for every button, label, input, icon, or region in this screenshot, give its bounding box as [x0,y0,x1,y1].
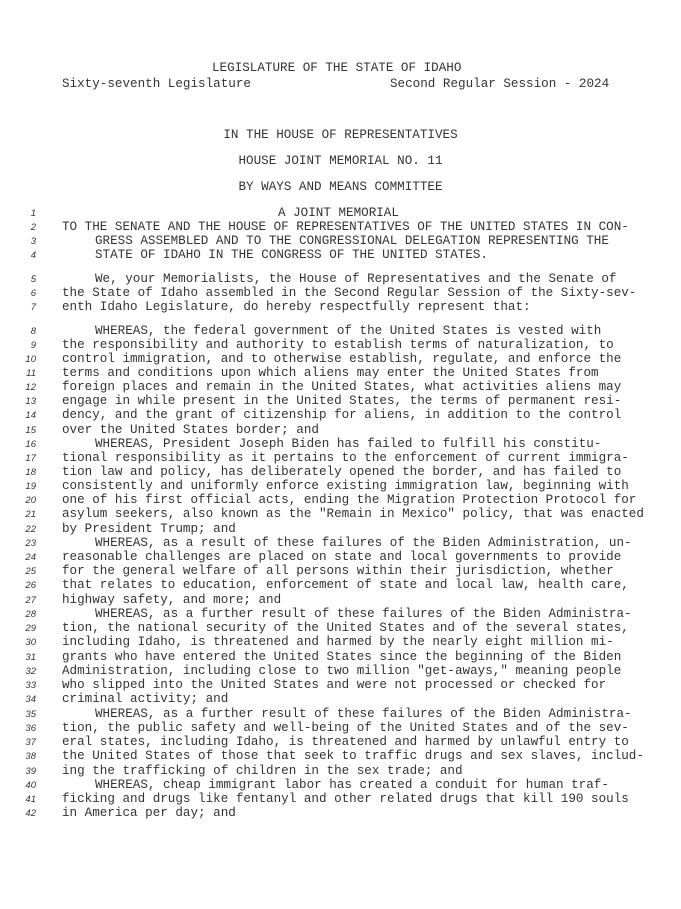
text-line: one of his first official acts, ending the Migration Protection Protocol for [62,493,637,507]
line-number: 25 [25,566,36,577]
text-line: control immigration, and to otherwise establish, regulate, and enforce the [62,352,622,366]
text-line: STATE OF IDAHO IN THE CONGRESS OF THE UNITED STATES. [95,248,488,262]
line-number: 38 [25,751,36,762]
line-number: 1 [30,208,36,219]
session-label: Second Regular Session - 2024 [390,77,610,91]
line-number: 9 [30,340,36,351]
text-line: ficking and drugs like fentanyl and other related drugs that kill 190 souls [62,792,629,806]
text-line: dency, and the grant of citizenship for aliens, in addition to the control [62,408,622,422]
text-line: the United States of those that seek to traffic drugs and sex slaves, includ- [62,749,644,763]
line-number: 17 [25,453,36,464]
legislature-title: LEGISLATURE OF THE STATE OF IDAHO [212,61,462,75]
line-number: 13 [25,396,36,407]
line-number: 27 [25,595,36,606]
line-number: 20 [25,495,36,506]
text-line: ing the trafficking of children in the sex trade; and [62,764,463,778]
text-line: eral states, including Idaho, is threatened and harmed by unlawful entry to [62,735,629,749]
line-number: 2 [30,222,36,233]
line-number: 30 [25,637,36,648]
text-line: tion, the national security of the United States and of the several states, [62,621,629,635]
line-number: 33 [25,680,36,691]
text-line: engage in while present in the United States, the terms of permanent resi- [62,394,622,408]
line-number: 41 [25,794,36,805]
line-number: 35 [25,709,36,720]
text-line: including Idaho, is threatened and harmed by the nearly eight million mi- [62,635,614,649]
line-number: 18 [25,467,36,478]
text-line: grants who have entered the United States since the beginning of the Biden [62,650,622,664]
text-line: by President Trump; and [62,522,236,536]
line-number: 14 [25,410,36,421]
text-line: over the United States border; and [62,423,319,437]
text-line: criminal activity; and [62,692,229,706]
text-line: WHEREAS, as a result of these failures of the Biden Administration, un- [95,536,632,550]
line-number: 3 [30,236,36,247]
text-line: the State of Idaho assembled in the Second Regular Session of the Sixty-sev- [62,286,637,300]
line-number: 19 [25,481,36,492]
line-number: 36 [25,723,36,734]
text-line: that relates to education, enforcement of state and local law, health care, [62,578,629,592]
text-line: Administration, including close to two million "get-aways," meaning people [62,664,622,678]
line-number: 8 [30,326,36,337]
line-number: 40 [25,780,36,791]
line-number: 32 [25,666,36,677]
text-line: tion, the public safety and well-being of the United States and of the sev- [62,721,629,735]
memorial-heading: A JOINT MEMORIAL [278,206,399,220]
text-line: in America per day; and [62,806,236,820]
text-line: foreign places and remain in the United States, what activities aliens may [62,380,622,394]
text-line: WHEREAS, as a further result of these failures of the Biden Administra- [95,707,632,721]
text-line: TO THE SENATE AND THE HOUSE OF REPRESENTATIVES OF THE UNITED STATES IN CON- [62,220,629,234]
text-line: the responsibility and authority to establish terms of naturalization, to [62,338,614,352]
committee-name: BY WAYS AND MEANS COMMITTEE [238,180,443,194]
line-number: 24 [25,552,36,563]
line-number: 28 [25,609,36,620]
line-number: 22 [25,524,36,535]
line-number: 5 [30,274,36,285]
text-line: asylum seekers, also known as the "Remain in Mexico" policy, that was enacted [62,507,644,521]
line-number: 42 [25,808,36,819]
text-line: GRESS ASSEMBLED AND TO THE CONGRESSIONAL DELEGATION REPRESENTING THE [95,234,609,248]
text-line: enth Idaho Legislature, do hereby respectfully represent that: [62,300,531,314]
text-line: We, your Memorialists, the House of Representatives and the Senate of [95,272,617,286]
line-number: 6 [30,288,36,299]
house-title: IN THE HOUSE OF REPRESENTATIVES [223,128,458,142]
text-line: consistently and uniformly enforce existing immigration law, beginning with [62,479,629,493]
text-line: WHEREAS, as a further result of these failures of the Biden Administra- [95,607,632,621]
text-line: for the general welfare of all persons within their jurisdiction, whether [62,564,614,578]
line-number: 21 [25,509,36,520]
text-line: reasonable challenges are placed on state and local governments to provide [62,550,622,564]
line-number: 29 [25,623,36,634]
line-number: 23 [25,538,36,549]
memorial-number: HOUSE JOINT MEMORIAL NO. 11 [238,154,443,168]
text-line: WHEREAS, the federal government of the United States is vested with [95,324,602,338]
line-number: 10 [25,354,36,365]
line-number: 15 [25,425,36,436]
text-line: terms and conditions upon which aliens may enter the United States from [62,366,599,380]
line-number: 31 [25,652,36,663]
text-line: highway safety, and more; and [62,593,282,607]
line-number: 4 [30,250,36,261]
line-number: 16 [25,439,36,450]
line-number: 12 [25,382,36,393]
line-number: 34 [25,694,36,705]
text-line: WHEREAS, President Joseph Biden has failed to fulfill his constitu- [95,437,602,451]
line-number: 37 [25,737,36,748]
legislature-number: Sixty-seventh Legislature [62,77,251,91]
line-number: 7 [30,302,36,313]
text-line: tional responsibility as it pertains to the enforcement of current immigra- [62,451,629,465]
text-line: WHEREAS, cheap immigrant labor has created a conduit for human traf- [95,778,609,792]
line-number: 26 [25,580,36,591]
line-number: 11 [26,368,36,379]
text-line: who slipped into the United States and were not processed or checked for [62,678,607,692]
text-line: tion law and policy, has deliberately opened the border, and has failed to [62,465,622,479]
line-number: 39 [25,766,36,777]
